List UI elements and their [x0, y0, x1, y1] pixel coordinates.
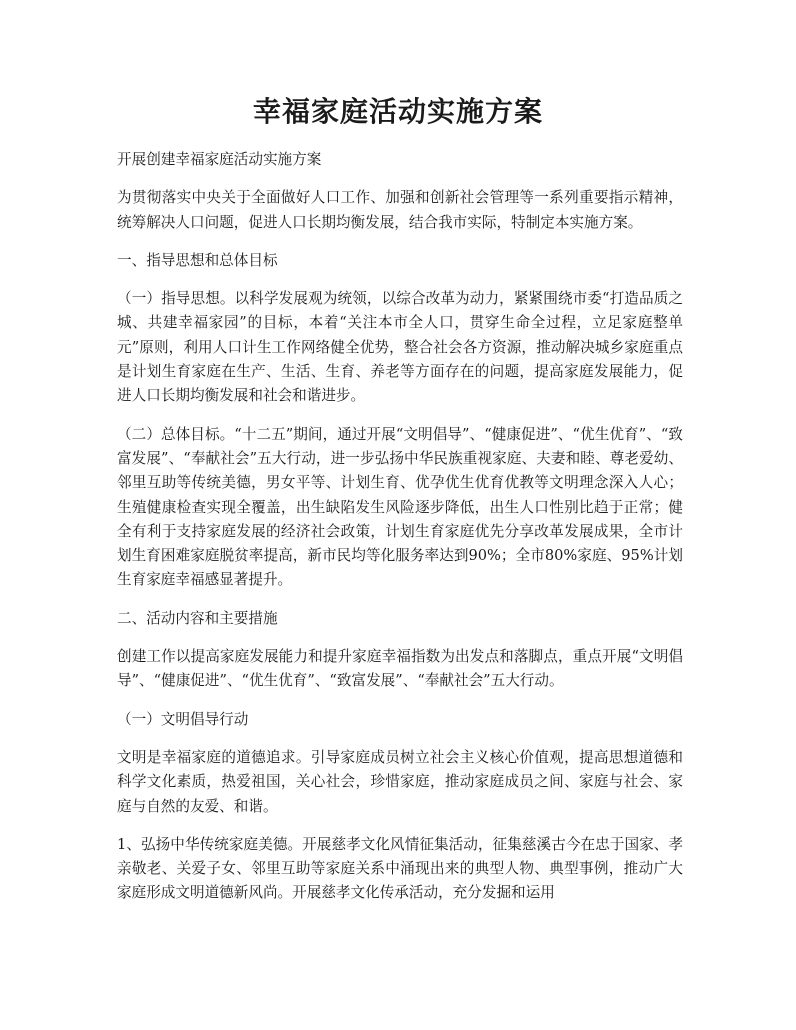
- section-2-paragraph-2: 文明是幸福家庭的道德追求。引导家庭成员树立社会主义核心价值观，提高思想道德和科学文化素质，热爱祖国，关心社会，珍惜家庭，推动家庭成员之间、家庭与社会、家庭与自然的友爱、和谐。: [117, 748, 683, 815]
- section-2-subheading-1: （一）文明倡导行动: [117, 710, 249, 728]
- section-2-paragraph-1: 创建工作以提高家庭发展能力和提升家庭幸福指数为出发点和落脚点，重点开展“文明倡导”、“健康促进”、“优生优育”、“致富发展”、“奉献社会”五大行动。: [117, 648, 683, 690]
- document-body: [117, 148, 683, 920]
- document-subtitle: 开展创建幸福家庭活动实施方案: [117, 151, 322, 168]
- section-1-heading: 一、指导思想和总体目标: [117, 251, 278, 269]
- document-title: 幸福家庭活动实施方案: [252, 95, 543, 128]
- section-1-paragraph-2: （二）总体目标。“十二五”期间，通过开展“文明倡导”、“健康促进”、“优生优育”、“致富发展”、“奉献社会”五大行动，进一步弘扬中华民族重视家庭、夫妻和睦、尊老爱幼、邻里互助等传统美德，男女平等、计划生育、优孕优生优育优教等文明理念深入人心；生殖健康检查实现全覆盖，出生缺陷发生风险逐步降低，出生人口性别比趋于正常；健全有利于支持家庭发展的经济社会政策，计划生育家庭优先分享改革发展成果，全市计划生育困难家庭脱贫率提高，新市民均等化服务率达到90%；全市80%家庭、95%计划生育家庭幸福感显著提升。: [117, 425, 683, 589]
- section-2-heading: 二、活动内容和主要措施: [117, 609, 278, 627]
- section-2-paragraph-3: 1、弘扬中华传统家庭美德。开展慈孝文化风情征集活动，征集慈溪古今在忠于国家、孝亲敬老、关爱子女、邻里互助等家庭关系中涌现出来的典型人物、典型事例，推动广大家庭形成文明道德新风尚。开展慈孝文化传承活动，充分发掘和运用: [117, 835, 683, 902]
- intro-paragraph: 为贯彻落实中央关于全面做好人口工作、加强和创新社会管理等一系列重要指示精神，统筹解决人口问题，促进人口长期均衡发展，结合我市实际，特制定本实施方案。: [117, 189, 683, 231]
- section-1-paragraph-1: （一）指导思想。以科学发展观为统领，以综合改革为动力，紧紧围绕市委“打造品质之城、共建幸福家园”的目标，本着“关注本市全人口，贯穿生命全过程，立足家庭整单元”原则，利用人口计生工作网络健全优势，整合社会各方资源，推动解决城乡家庭重点是计划生育家庭在生产、生活、生育、养老等方面存在的问题，提高家庭发展能力，促进人口长期均衡发展和社会和谐进步。: [117, 290, 683, 405]
